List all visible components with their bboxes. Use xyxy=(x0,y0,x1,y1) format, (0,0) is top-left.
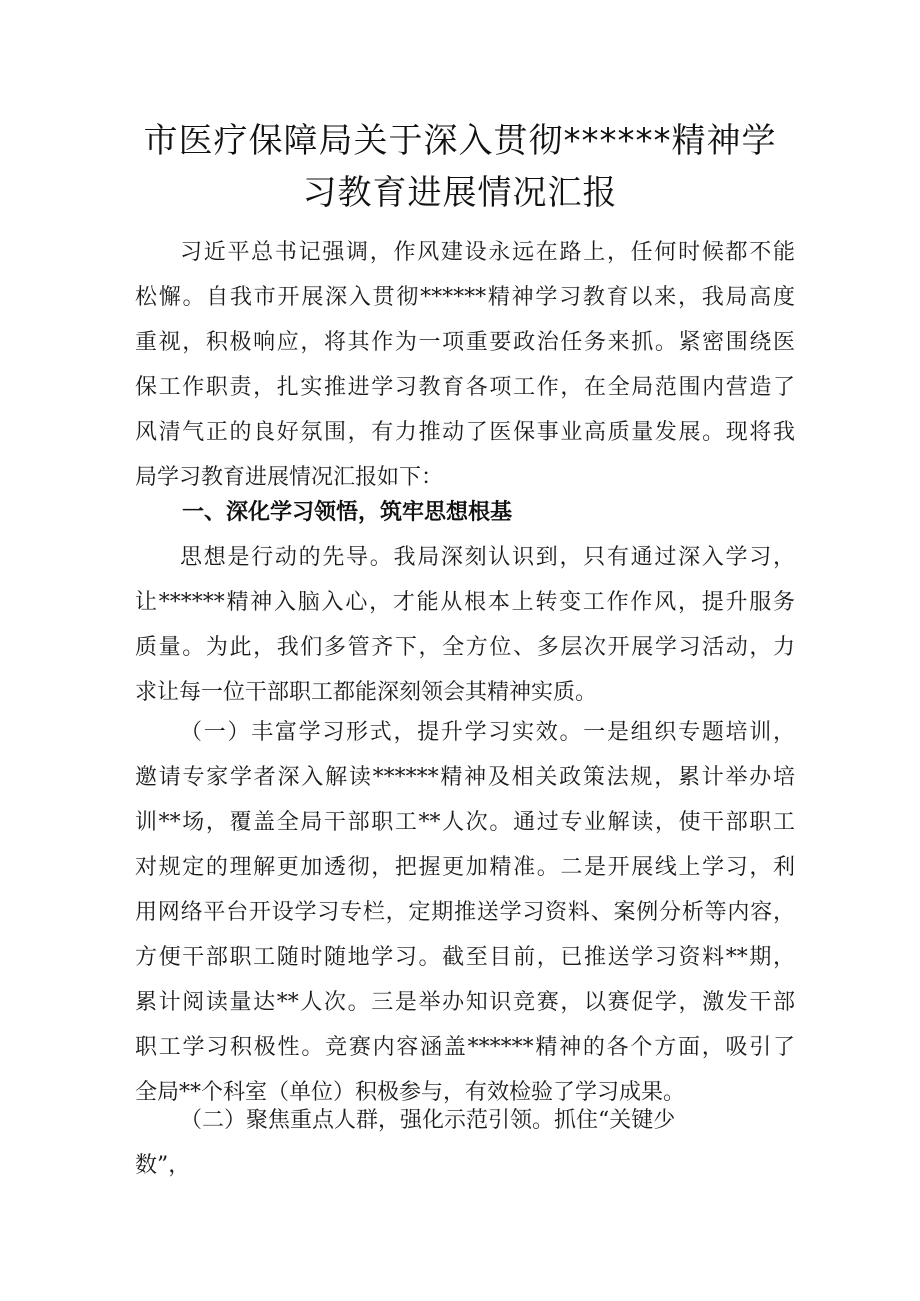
text-line: 让******精神入脑入心，才能从根本上转变工作作风，提升服务 xyxy=(135,590,795,615)
text-line: 用网络平台开设学习专栏，定期推送学习资料、案例分析等内容， xyxy=(135,900,795,925)
text-line: 思想是行动的先导。我局深刻认识到，只有通过深入学习， xyxy=(180,545,795,570)
text-line: 松懈。自我市开展深入贯彻******精神学习教育以来，我局高度 xyxy=(135,285,795,310)
intro-paragraph xyxy=(135,230,795,500)
subsection-2-paragraph xyxy=(135,1098,795,1188)
text-line: 累计阅读量达**人次。三是举办知识竞赛，以赛促学，激发干部 xyxy=(135,990,795,1015)
text-line: 训**场，覆盖全局干部职工**人次。通过专业解读，使干部职工 xyxy=(135,810,795,835)
text-line: 全局**个科室（单位）积极参与，有效检验了学习成果。 xyxy=(135,1080,686,1105)
subsection-1-paragraph xyxy=(135,710,795,1115)
text-line: 对规定的理解更加透彻，把握更加精准。二是开展线上学习，利 xyxy=(135,855,795,880)
text-line: （二）聚焦重点人群，强化示范引领。抓住“关键少 xyxy=(180,1108,676,1133)
text-line: （一）丰富学习形式，提升学习实效。一是组织专题培训， xyxy=(180,720,795,745)
document-title-line-1: 市医疗保障局关于深入贯彻******精神学 xyxy=(143,121,777,161)
text-line: 方便干部职工随时随地学习。截至目前，已推送学习资料**期， xyxy=(135,945,795,970)
section-1-heading: 一、深化学习领悟，筑牢思想根基 xyxy=(182,500,513,525)
text-line: 习近平总书记强调，作风建设永远在路上，任何时候都不能 xyxy=(180,240,795,265)
document-title-line-2: 习教育进展情况汇报 xyxy=(302,173,618,213)
text-line: 风清气正的良好氛围，有力推动了医保事业高质量发展。现将我 xyxy=(135,420,795,445)
text-line: 重视，积极响应，将其作为一项重要政治任务来抓。紧密围绕医 xyxy=(135,330,795,355)
text-line: 求让每一位干部职工都能深刻领会其精神实质。 xyxy=(135,680,598,705)
text-line: 保工作职责，扎实推进学习教育各项工作，在全局范围内营造了 xyxy=(135,375,795,400)
text-line: 数”， xyxy=(135,1153,191,1178)
text-line: 质量。为此，我们多管齐下，全方位、多层次开展学习活动，力 xyxy=(135,635,795,660)
section-1-paragraph xyxy=(135,535,795,715)
text-line: 职工学习积极性。竞赛内容涵盖******精神的各个方面，吸引了 xyxy=(135,1035,795,1060)
text-line: 局学习教育进展情况汇报如下： xyxy=(135,465,444,490)
text-line: 邀请专家学者深入解读******精神及相关政策法规，累计举办培 xyxy=(135,765,795,790)
